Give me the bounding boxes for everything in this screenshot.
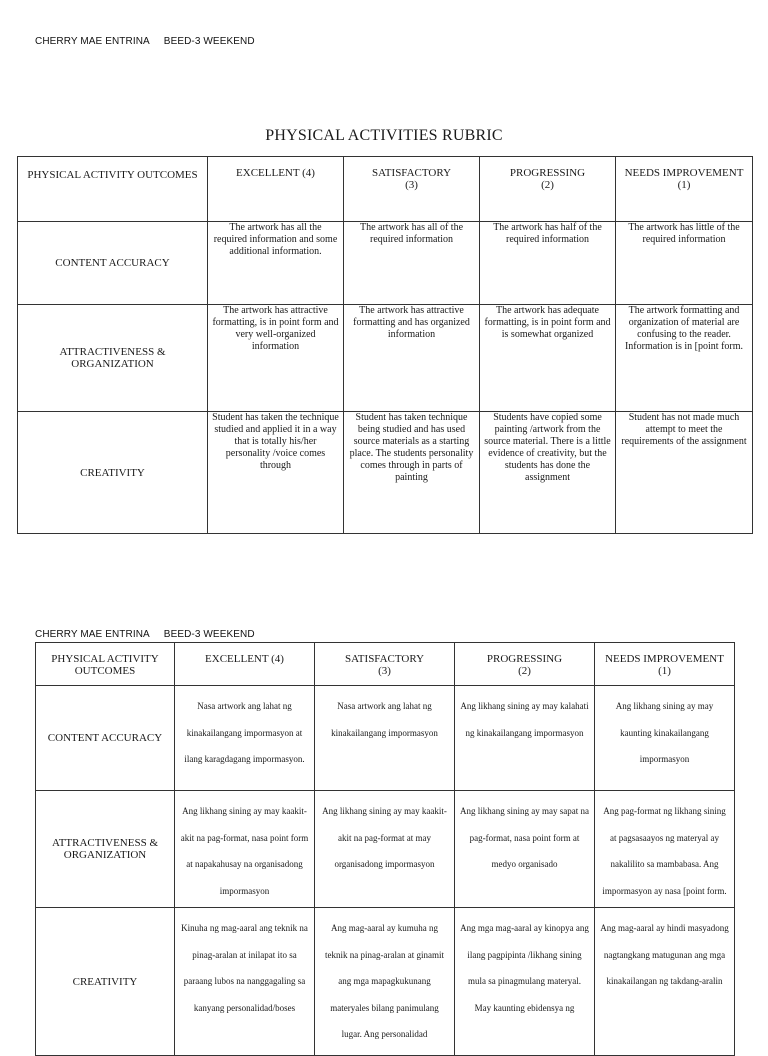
column-header-outcomes: PHYSICAL ACTIVITY OUTCOMES: [18, 157, 208, 222]
rubric-cell: Student has taken the technique studied and applied it in a way that is totally his/her personality /voice comes through: [208, 412, 344, 534]
rubric-cell: Student has taken technique being studied and has used source materials as a starting place. The students personality comes through in parts of painting: [344, 412, 480, 534]
class-label: BEED-3 WEEKEND: [163, 629, 255, 640]
rubric-cell: Ang likhang sining ay may sapat na pag-format, nasa point form at medyo organisado: [455, 791, 595, 908]
header-row: [36, 643, 735, 686]
student-name: CHERRY MAE ENTRINA: [35, 629, 150, 640]
rubric-table-filipino: [35, 642, 735, 1056]
rubric-cell: Ang mga mag-aaral ay kinopya ang ilang pagpipinta /likhang sining mula sa pinagmulang materyal. May kaunting ebidensya ng: [455, 908, 595, 1056]
table-row: [36, 908, 735, 1056]
column-header-needs-improvement: NEEDS IMPROVEMENT (1): [616, 157, 753, 222]
outcome-label: CREATIVITY: [36, 908, 175, 1056]
rubric-cell: Kinuha ng mag-aaral ang teknik na pinag-aralan at inilapat ito sa paraang lubos na nanggagaling sa kanyang personalidad/boses: [175, 908, 315, 1056]
outcome-label: CONTENT ACCURACY: [18, 222, 208, 305]
outcome-label: CONTENT ACCURACY: [36, 686, 175, 791]
outcome-label: ATTRACTIVENESS & ORGANIZATION: [36, 791, 175, 908]
rubric-cell: The artwork has adequate formatting, is in point form and is somewhat organized: [480, 305, 616, 412]
rubric-cell: Ang likhang sining ay may kaakit-akit na pag-format, nasa point form at napakahusay na organisadong impormasyon: [175, 791, 315, 908]
column-header-outcomes: PHYSICAL ACTIVITY OUTCOMES: [36, 643, 175, 686]
column-header-excellent: EXCELLENT (4): [175, 643, 315, 686]
rubric-cell: Students have copied some painting /artwork from the source material. There is a little evidence of creativity, but the students has done the assignment: [480, 412, 616, 534]
page1-header: [35, 36, 255, 47]
rubric-cell: Nasa artwork ang lahat ng kinakailangang impormasyon: [315, 686, 455, 791]
rubric-cell: Ang likhang sining ay may kaakit-akit na pag-format at may organisadong impormasyon: [315, 791, 455, 908]
rubric-cell: The artwork has half of the required information: [480, 222, 616, 305]
rubric-cell: Ang pag-format ng likhang sining at pagsasaayos ng materyal ay nakalilito sa mambabasa. Ang impormasyon ay nasa [point form.: [595, 791, 735, 908]
column-header-excellent: EXCELLENT (4): [208, 157, 344, 222]
rubric-cell: Student has not made much attempt to meet the requirements of the assignment: [616, 412, 753, 534]
rubric-cell: The artwork has little of the required information: [616, 222, 753, 305]
table-row: [18, 222, 753, 305]
page2-header: [35, 629, 255, 640]
column-header-needs-improvement: NEEDS IMPROVEMENT (1): [595, 643, 735, 686]
rubric-cell: The artwork formatting and organization of material are confusing to the reader. Information is in [point form.: [616, 305, 753, 412]
rubric-cell: Ang mag-aaral ay kumuha ng teknik na pinag-aralan at ginamit ang mga mapagkukunang materyales bilang panimulang lugar. Ang personalidad: [315, 908, 455, 1056]
rubric-cell: Ang likhang sining ay may kalahati ng kinakailangang impormasyon: [455, 686, 595, 791]
header-row: [18, 157, 753, 222]
rubric-cell: The artwork has all the required information and some additional information.: [208, 222, 344, 305]
table-row: [36, 791, 735, 908]
table-row: [36, 686, 735, 791]
column-header-satisfactory: SATISFACTORY (3): [344, 157, 480, 222]
rubric-cell: The artwork has all of the required information: [344, 222, 480, 305]
rubric-cell: Nasa artwork ang lahat ng kinakailangang impormasyon at ilang karagdagang impormasyon.: [175, 686, 315, 791]
rubric-cell: The artwork has attractive formatting and has organized information: [344, 305, 480, 412]
column-header-satisfactory: SATISFACTORY (3): [315, 643, 455, 686]
outcome-label: ATTRACTIVENESS & ORGANIZATION: [18, 305, 208, 412]
rubric-cell: The artwork has attractive formatting, is in point form and very well-organized information: [208, 305, 344, 412]
column-header-progressing: PROGRESSING (2): [455, 643, 595, 686]
rubric-cell: Ang mag-aaral ay hindi masyadong nagtangkang matugunan ang mga kinakailangan ng takdang-aralin: [595, 908, 735, 1056]
class-label: BEED-3 WEEKEND: [163, 36, 255, 47]
rubric-cell: Ang likhang sining ay may kaunting kinakailangang impormasyon: [595, 686, 735, 791]
student-name: CHERRY MAE ENTRINA: [35, 36, 150, 47]
rubric-table-english: [17, 156, 753, 534]
table-row: [18, 412, 753, 534]
rubric-title: PHYSICAL ACTIVITIES RUBRIC: [265, 127, 503, 144]
table-row: [18, 305, 753, 412]
outcome-label: CREATIVITY: [18, 412, 208, 534]
column-header-progressing: PROGRESSING (2): [480, 157, 616, 222]
